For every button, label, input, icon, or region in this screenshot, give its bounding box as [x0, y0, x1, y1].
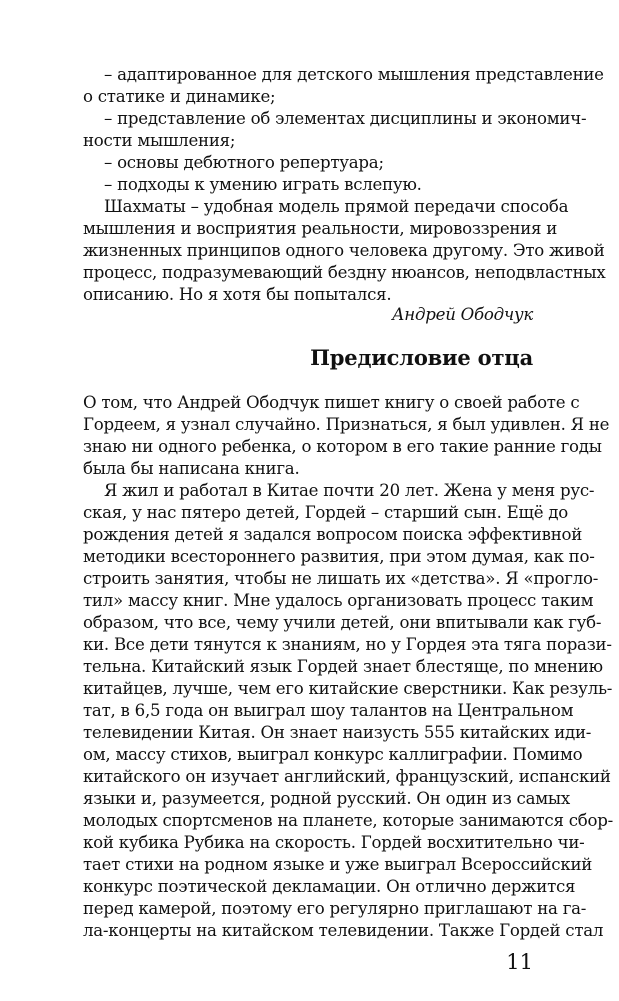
- text-line: – подходы к умению играть вслепую.: [104, 175, 422, 194]
- section-title: Предисловие отца: [310, 345, 533, 370]
- text-line: была бы написана книга.: [83, 459, 300, 478]
- text-line: телевидении Китая. Он знает наизусть 555 китайских иди-: [83, 723, 592, 742]
- text-line: ности мышления;: [83, 131, 236, 150]
- text-line: рождения детей я задался вопросом поиска эффективной: [83, 525, 583, 544]
- text-line: тил» массу книг. Мне удалось организовать процесс таким: [83, 591, 594, 610]
- text-line: описанию. Но я хотя бы попытался.: [83, 285, 392, 304]
- text-line: строить занятия, чтобы не лишать их «детства». Я «прогло-: [83, 569, 599, 588]
- text-line: ла-концерты на китайском телевидении. Также Гордей стал: [83, 921, 604, 940]
- text-line: языки и, разумеется, родной русский. Он один из самых: [83, 789, 570, 808]
- page-number: 11: [506, 950, 533, 974]
- text-line: о статике и динамике;: [83, 87, 276, 106]
- text-line: конкурс поэтической декламации. Он отлично держится: [83, 877, 576, 896]
- text-line: китайцев, лучше, чем его китайские сверстники. Как резуль-: [83, 679, 613, 698]
- text-line: перед камерой, поэтому его регулярно приглашают на га-: [83, 899, 587, 918]
- text-line: кой кубика Рубика на скорость. Гордей восхитительно чи-: [83, 833, 585, 852]
- text-line: Шахматы – удобная модель прямой передачи способа: [104, 197, 569, 216]
- text-line: О том, что Андрей Ободчук пишет книгу о своей работе с: [83, 393, 580, 412]
- text-line: молодых спортсменов на планете, которые занимаются сбор-: [83, 811, 613, 830]
- text-line: китайского он изучает английский, французский, испанский: [83, 767, 611, 786]
- text-line: образом, что все, чему учили детей, они впитывали как губ-: [83, 613, 602, 632]
- text-line: жизненных принципов одного человека другому. Это живой: [83, 241, 605, 260]
- text-line: ки. Все дети тянутся к знаниям, но у Гордея эта тяга порази-: [83, 635, 612, 654]
- text-line: процесс, подразумевающий бездну нюансов, неподвластных: [83, 263, 606, 282]
- text-line: ская, у нас пятеро детей, Гордей – старший сын. Ещё до: [83, 503, 569, 522]
- text-line: тельна. Китайский язык Гордей знает блестяще, по мнению: [83, 657, 603, 676]
- text-line: Гордеем, я узнал случайно. Признаться, я был удивлен. Я не: [83, 415, 610, 434]
- text-line: методики всестороннего развития, при этом думая, как по-: [83, 547, 595, 566]
- text-line: – основы дебютного репертуара;: [104, 153, 384, 172]
- text-line: Я жил и работал в Китае почти 20 лет. Жена у меня рус-: [104, 481, 595, 500]
- text-line: – представление об элементах дисциплины и экономич-: [104, 109, 587, 128]
- text-line: тат, в 6,5 года он выиграл шоу талантов на Центральном: [83, 701, 574, 720]
- text-line: тает стихи на родном языке и уже выиграл Всероссийский: [83, 855, 593, 874]
- text-line: мышления и восприятия реальности, мировоззрения и: [83, 219, 558, 238]
- author-signature: Андрей Ободчук: [391, 305, 533, 324]
- text-line: ом, массу стихов, выиграл конкурс каллиграфии. Помимо: [83, 745, 583, 764]
- text-line: знаю ни одного ребенка, о котором в его такие ранние годы: [83, 437, 602, 456]
- text-line: – адаптированное для детского мышления представление: [104, 65, 604, 84]
